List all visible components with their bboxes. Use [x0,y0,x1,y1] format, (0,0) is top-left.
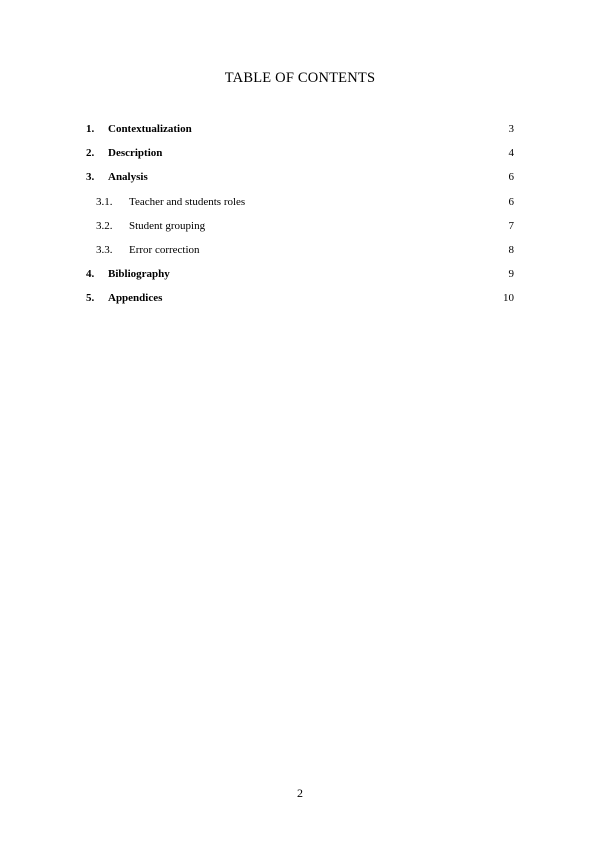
toc-entry-number: 3. [86,171,95,184]
toc-title: TABLE OF CONTENTS [224,70,376,86]
toc-entry-page: 8 [508,243,514,256]
toc-entry-teacher-and-students-roles[interactable] [86,194,514,218]
page-number: 2 [297,786,303,800]
toc-entry-page: 9 [508,268,514,281]
toc-entry-number: 4. [86,268,95,281]
toc-entry-text: Student grouping [129,219,206,232]
toc-entry-text: Bibliography [108,268,170,281]
toc-entry-number: 3.3. [96,243,113,256]
toc-entry-page: 4 [508,147,514,160]
toc-entry-number: 3.2. [96,219,113,232]
toc-entry-number: 1. [86,123,95,135]
toc-entry-page: 7 [508,219,514,232]
toc-entry-page: 10 [503,292,514,305]
toc-entry-text: Teacher and students roles [129,195,246,208]
toc-entry-number: 5. [86,292,95,305]
toc-entry-text: Appendices [108,292,163,305]
toc-entry-contextualization[interactable] [86,121,514,145]
toc-entry-error-correction[interactable] [86,242,514,266]
toc-entry-text: Contextualization [108,123,192,135]
toc-entry-number: 2. [86,147,95,160]
toc-entry-page: 6 [508,195,514,208]
toc-entry-student-grouping[interactable] [86,218,514,242]
table-of-contents [86,121,514,315]
toc-entry-analysis[interactable] [86,169,514,193]
toc-entry-page: 6 [508,171,514,184]
toc-entry-text: Analysis [108,171,148,184]
toc-entry-number: 3.1. [96,195,113,208]
toc-entry-bibliography[interactable] [86,266,514,290]
toc-entry-page: 3 [508,123,514,135]
toc-entry-text: Error correction [129,243,200,256]
toc-entry-appendices[interactable] [86,290,514,314]
toc-entry-text: Description [108,147,163,160]
toc-entry-description[interactable] [86,145,514,169]
